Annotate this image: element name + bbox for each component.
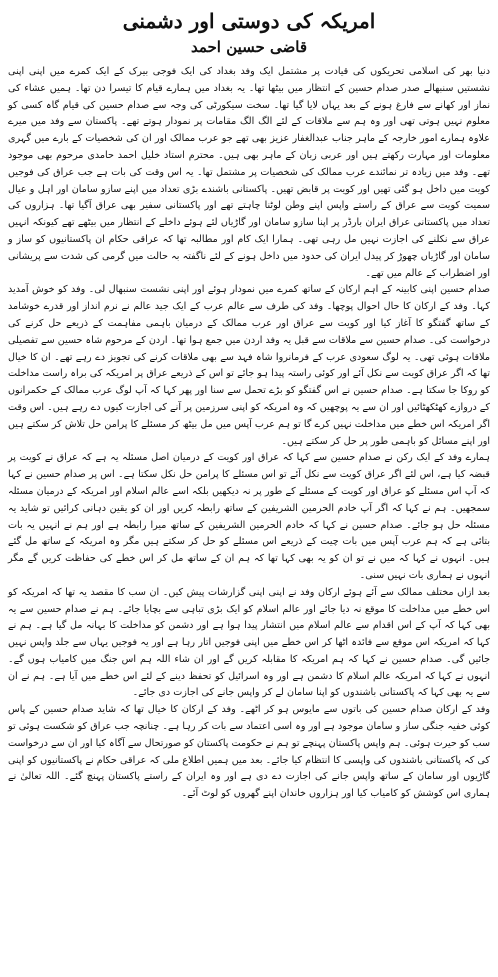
article-paragraph: وفد کے ارکان صدام حسین کی باتوں سے مایوس ہو کر اٹھے۔ وفد کے ارکان کا خیال تھا کہ شاید صدام حسین کے پاس کوئی خفیہ جنگی ساز و سامان موجود ہے اور وہ اسی اعتماد سے بات کر رہا ہے۔ چنانچہ جب عراق کو شکست ہوئی تو سب کو حیرت ہوئی۔ ہم واپس پاکستان پہنچے تو ہم نے حکومت پاکستان کو صورتحال سے آگاہ کیا اور ان سے درخواست کی کہ پاکستانی باشندوں کی واپسی کا انتظام کیا جائے۔ بعد میں ہمیں اطلاع ملی کہ عراقی حکام نے پاکستانیوں کو اپنی گاڑیوں اور سامان کے ساتھ واپس جانے کی اجازت دے دی ہے اور وہ ایران کے راستے پاکستان پہنچ گئے۔ اللہ تعالیٰ نے ہماری اس کوشش کو کامیاب کیا اور ہزاروں خاندان اپنے گھروں کو لوٹ آئے۔ <box>8 704 490 800</box>
article-paragraph: دنیا بھر کی اسلامی تحریکوں کی قیادت پر مشتمل ایک وفد بغداد کی ایک فوجی بیرک کے ایک کمرے میں اپنی اپنی نشستیں سنبھالے صدر صدام حسین کے انتظار میں بیٹھا تھا۔ یہ بغداد میں ہمارے قیام کا تیسرا دن تھا۔ ہمیں عشاء کی نماز اور کھانے سے فارغ ہونے کے بعد یہاں لایا گیا تھا۔ سخت سیکورٹی کی وجہ سے صدام حسین کی قیام گاہ کسی کو معلوم نہیں ہوتی تھی اور وہ ہم سے ملاقات کے لئے الگ الگ مقامات پر نمودار ہوتے تھے۔ پاکستان سے وفد میں میرے علاوہ ہمارے امور خارجہ کے ماہر جناب عبدالغفار عزیز بھی تھے جو عرب ممالک اور ان کی شخصیات کے بارے میں گہری معلومات اور مہارت رکھتے ہیں اور عربی زبان کے ماہر بھی ہیں۔ محترم استاد خلیل احمد حامدی مرحوم بھی موجود تھے۔ وفد میں زیادہ تر نمائندے عرب ممالک کی شخصیات پر مشتمل تھا۔ یہ اس وقت کی بات ہے جب عراق کی فوجیں کویت میں داخل ہو گئی تھیں اور کویت پر قابض تھیں۔ پاکستانی باشندے بڑی تعداد میں اپنے سازو سامان اور اہل و عیال سمیت کویت سے عراق کے راستے واپس اپنے وطن لوٹنا چاہتے تھے اور پاکستانی سفیر بھی عراق آگیا تھا۔ ہزاروں کی تعداد میں پاکستانی عراق ایران بارڈر پر اپنا سازو سامان اور گاڑیاں لئے ہوئے داخلے کے انتظار میں بیٹھے تھے کیونکہ انہیں عراق سے نکلنے کی اجازت نہیں مل رہی تھی۔ ہمارا ایک کام اور مطالبہ تھا کہ عراقی حکام ان پاکستانیوں کو ساز و سامان اور گاڑیاں چھوڑ کر پیدل ایران کی حدود میں داخل ہونے کے لئے ناگفتہ بہ حالت میں گرمی کی شدت سے پریشانی اور اضطراب کے عالم میں تھے۔ <box>8 66 490 279</box>
article-paragraph: بعد ازاں مختلف ممالک سے آئے ہوئے ارکان وفد نے اپنی اپنی گزارشات پیش کیں۔ ان سب کا مقصد یہ تھا کہ امریکہ کو اس خطے میں مداخلت کا موقع نہ دیا جائے اور عالم اسلام کو ایک بڑی تباہی سے بچایا جائے۔ ہم نے صدام حسین سے یہ بھی کہا کہ آپ کے اس اقدام سے عالم اسلام میں انتشار پیدا ہوا ہے اور دشمن کو مداخلت کا بہانہ مل گیا ہے۔ ہم نے کہا کہ امریکہ اس موقع سے فائدہ اٹھا کر اس خطے میں اپنی فوجیں اتار رہا ہے اور یہ فوجیں یہاں سے جلد واپس نہیں جائیں گی۔ صدام حسین نے کہا کہ ہم امریکہ کا مقابلہ کریں گے اور ان شاء اللہ ہم اس جنگ میں کامیاب ہوں گے۔ انہوں نے کہا کہ امریکہ عالم اسلام کا دشمن ہے اور وہ اسرائیل کو تحفظ دینے کے لئے اس خطے میں آیا ہے۔ ہم نے ان سے یہ بھی کہا کہ پاکستانی باشندوں کو اپنا سامان لے کر واپس جانے کی اجازت دی جائے۔ <box>8 586 490 699</box>
article-byline: قاضی حسین احمد <box>190 38 307 56</box>
article-paragraph: صدام حسین اپنی کابینہ کے اہم ارکان کے ساتھ کمرے میں نمودار ہوئے اور اپنی نشست سنبھال لی۔ وفد کو خوش آمدید کہا۔ وفد کے ارکان کا حال احوال پوچھا۔ وفد کی طرف سے عالم عرب کے ایک جید عالم نے نرم انداز اور قدرے خوشامد کے ساتھ گفتگو کا آغاز کیا اور کویت سے عراق اور عرب ممالک کے درمیان باہمی مفاہمت کے ذریعے حل کرنے کی درخواست کی۔ صدام حسین سے ملاقات سے قبل یہ وفد اردن میں جمع ہوا تھا۔ اردن کے مرحوم شاہ حسین سے تفصیلی ملاقات ہوئی تھی۔ یہ لوگ سعودی عرب کے فرمانروا شاہ فہد سے بھی ملاقات کرنے کی تجویز دے رہے تھے۔ ان کا خیال تھا کہ اگر عراق کویت سے نکل آئے اور کوئی راستہ پیدا ہو جائے تو اس کے ذریعے عراق پر امریکہ کی براہ راست مداخلت کو روکا جا سکتا ہے۔ صدام حسین نے اس گفتگو کو بڑے تحمل سے سنا اور پھر کہا کہ آپ لوگ عرب ممالک کے حکمرانوں کے دروازے کھٹکھٹائیں اور ان سے یہ پوچھیں کہ وہ امریکہ کو اپنی سرزمین پر آنے کی اجازت کیوں دے رہے ہیں۔ اس وقت اگر امریکہ اس خطے میں مداخلت نہیں کرے گا تو ہم عرب آپس میں مل بیٹھ کر مسئلے کا پرامن حل تلاش کر سکتے ہیں اور اپنے مسائل کو باہمی طور پر حل کر سکتے ہیں۔ <box>8 284 490 447</box>
article-headline: امریکہ کی دوستی اور دشمنی <box>122 9 376 33</box>
article-paragraph: ہمارے وفد کے ایک رکن نے صدام حسین سے کہا کہ عراق اور کویت کے درمیان اصل مسئلہ یہ ہے کہ عراق نے کویت پر قبضہ کیا ہے، اس لئے اگر عراق کویت سے نکل آئے تو اس مسئلے کا پرامن حل نکل سکتا ہے۔ اس پر صدام حسین نے کہا کہ آپ اس مسئلے کو عراق اور کویت کے مسئلے کے طور پر نہ دیکھیں بلکہ اسے عالم اسلام اور امریکہ کے درمیان مسئلہ سمجھیں۔ ہم نے کہا کہ اگر آپ خادم الحرمین الشریفین کے ساتھ رابطہ کریں اور ان کو یقین دہانی کرائیں تو شاید یہ مسئلہ حل ہو جائے۔ صدام حسین نے کہا کہ خادم الحرمین الشریفین کے ساتھ میرا رابطہ ہے اور ہم نے انہیں یہ بات بتائی ہے کہ ہم عرب آپس میں بات چیت کے ذریعے اس مسئلے کو حل کر سکتے ہیں مگر وہ امریکہ کے ساتھ مل گئے ہیں۔ انہوں نے کہا کہ میں نے تو ان کو یہ بھی کہا تھا کہ ہم ان کے ساتھ مل کر اس خطے کی حفاظت کریں گے مگر انہوں نے ہماری بات نہیں سنی۔ <box>8 452 490 581</box>
article-body <box>8 64 490 803</box>
